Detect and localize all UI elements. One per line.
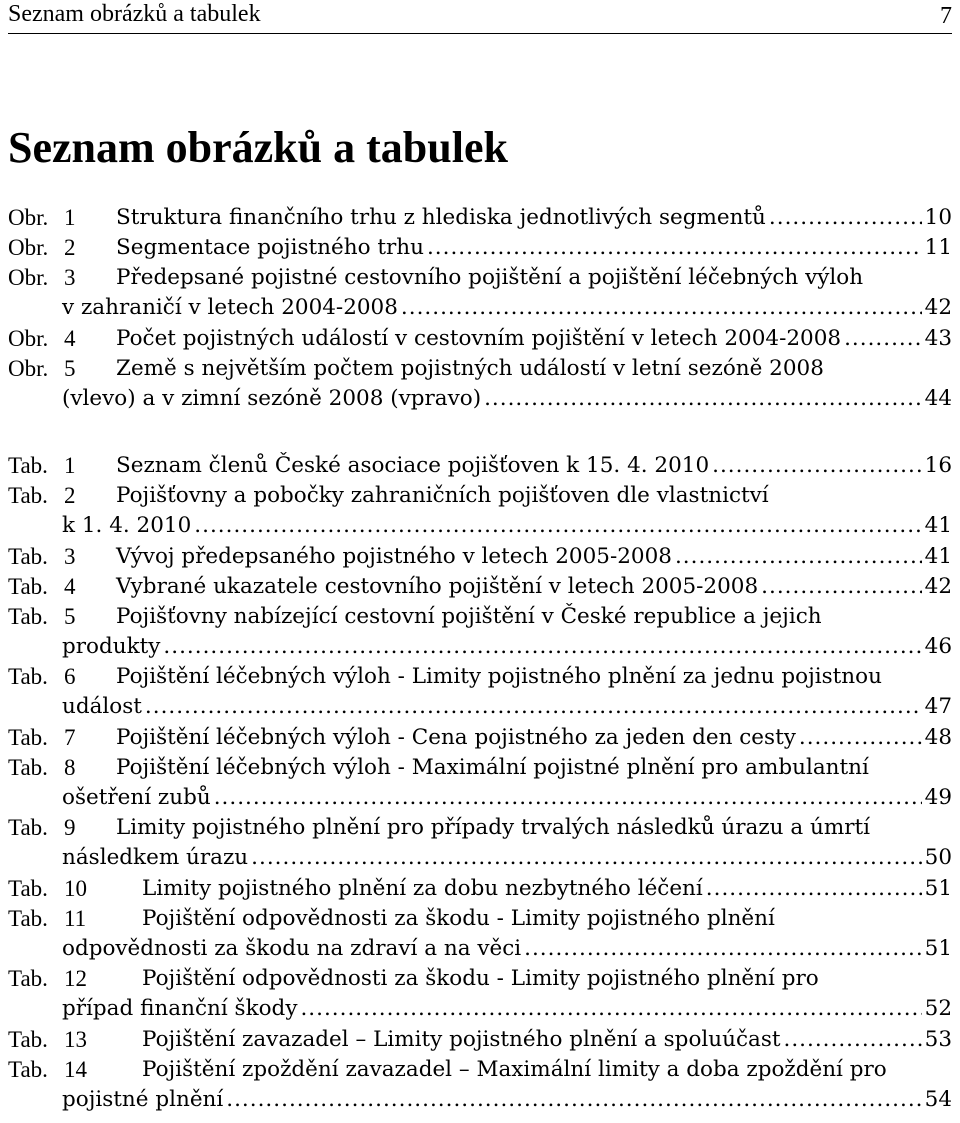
- entry-number: 2: [64, 483, 76, 509]
- entry-page-number: 47: [924, 694, 952, 720]
- entry-caption-line: Pojištění odpovědnosti za škodu - Limity pojistného plnění: [142, 906, 775, 931]
- entry-caption: [116, 324, 952, 354]
- entry-number: 2: [64, 235, 76, 261]
- entry-label: [8, 1055, 87, 1085]
- entry-kind: Obr.: [8, 205, 49, 230]
- dot-leader: [706, 874, 922, 904]
- entry-caption-line: k 1. 4. 2010: [62, 513, 192, 539]
- dot-leader: [799, 723, 922, 753]
- dot-leader: [712, 451, 922, 481]
- entry-page-number: 51: [924, 936, 952, 961]
- entry-page-number: 16: [924, 453, 952, 478]
- entry-caption: [62, 263, 952, 323]
- entry-kind: Tab.: [8, 483, 48, 509]
- entry-number: 1: [64, 205, 76, 230]
- dot-leader: [163, 632, 921, 662]
- entry-kind: Tab.: [8, 966, 48, 992]
- entry-label: [8, 723, 76, 753]
- entry-number: 3: [64, 265, 76, 291]
- entry-number: 12: [64, 966, 87, 992]
- entry-caption: [62, 662, 952, 722]
- running-header: [8, 0, 952, 34]
- dot-leader: [761, 572, 921, 602]
- entry-caption: [116, 723, 952, 753]
- table-entry[interactable]: [8, 813, 952, 873]
- table-entry[interactable]: [8, 964, 952, 1024]
- entry-page-number: 52: [924, 996, 952, 1022]
- entry-caption-line: Počet pojistných událostí v cestovním pojištění v letech 2004-2008: [116, 325, 842, 351]
- entry-caption-line: (vlevo) a v zimní sezóně 2008 (vpravo): [62, 386, 482, 411]
- entry-caption: [62, 813, 952, 873]
- entry-caption: [142, 1025, 952, 1055]
- table-entry[interactable]: [8, 723, 952, 753]
- entry-caption-line: Pojištění zavazadel – Limity pojistného plnění a spoluúčast: [142, 1026, 781, 1052]
- entry-kind: Tab.: [8, 755, 48, 780]
- entry-caption-line: následkem úrazu: [62, 845, 249, 871]
- entry-label: [8, 203, 76, 233]
- entry-page-number: 49: [924, 785, 952, 810]
- entry-label: [8, 904, 86, 934]
- entry-caption: [116, 572, 952, 602]
- entry-caption: [62, 354, 952, 414]
- table-entry[interactable]: [8, 602, 952, 662]
- entry-page-number: 42: [924, 295, 952, 321]
- table-entry[interactable]: [8, 1025, 952, 1055]
- entry-number: 9: [64, 815, 76, 841]
- entry-caption-line: odpovědnosti za škodu na zdraví a na věci: [62, 936, 522, 961]
- entry-label: [8, 874, 87, 904]
- entry-number: 7: [64, 724, 76, 750]
- entry-caption-line: Pojištění odpovědnosti za škodu - Limity pojistného plnění pro: [142, 966, 819, 992]
- entry-label: [8, 662, 76, 692]
- entry-caption-line: Předepsané pojistné cestovního pojištění a pojištění léčebných výloh: [116, 265, 864, 291]
- entry-caption-line: Pojištění léčebných výloh - Cena pojistného za jeden den cesty: [116, 724, 796, 750]
- entry-page-number: 41: [924, 543, 952, 569]
- entry-caption: [116, 542, 952, 572]
- dot-leader: [226, 1085, 921, 1115]
- entry-label: [8, 572, 76, 602]
- entry-number: 4: [64, 325, 76, 351]
- entry-label: [8, 263, 76, 293]
- entry-kind: Obr.: [8, 356, 49, 381]
- dot-leader: [784, 1025, 922, 1055]
- entry-label: [8, 542, 76, 572]
- entry-caption-line: Pojišťovny nabízející cestovní pojištění v České republice a jejich: [116, 604, 822, 629]
- entry-caption-line: Segmentace pojistného trhu: [116, 235, 424, 261]
- entry-caption-line: Limity pojistného plnění pro případy trvalých následků úrazu a úmrtí: [116, 815, 871, 841]
- dot-leader: [769, 203, 922, 233]
- entry-page-number: 54: [924, 1087, 952, 1112]
- entry-label: [8, 1025, 87, 1055]
- dot-leader: [300, 994, 921, 1024]
- entry-page-number: 42: [924, 573, 952, 599]
- entry-page-number: 51: [924, 875, 952, 901]
- entry-caption-line: produkty: [62, 634, 161, 659]
- entry-caption: [116, 203, 952, 233]
- entry-label: [8, 451, 76, 481]
- entry-number: 1: [64, 453, 76, 478]
- entry-kind: Obr.: [8, 265, 49, 291]
- entry-label: [8, 354, 76, 384]
- entry-number: 3: [64, 543, 76, 569]
- table-entry[interactable]: [8, 753, 952, 813]
- dot-leader: [524, 934, 922, 964]
- entry-caption: [62, 602, 952, 662]
- running-header-title: Seznam obrázků a tabulek: [8, 1, 261, 27]
- dot-leader: [214, 783, 922, 813]
- table-entry[interactable]: [8, 904, 952, 964]
- entry-number: 11: [64, 906, 87, 931]
- entry-caption-line: událost: [62, 694, 142, 720]
- entry-label: [8, 813, 76, 843]
- entry-number: 10: [64, 875, 87, 901]
- entry-label: [8, 964, 87, 994]
- figure-entry[interactable]: [8, 324, 952, 354]
- entry-kind: Tab.: [8, 664, 48, 690]
- entry-kind: Tab.: [8, 1026, 48, 1052]
- entry-caption-line: Limity pojistného plnění za dobu nezbytného léčení: [142, 875, 703, 901]
- entry-caption-line: Země s největším počtem pojistných událostí v letní sezóně 2008: [116, 356, 824, 381]
- entry-label: [8, 233, 76, 263]
- entry-page-number: 41: [924, 513, 952, 539]
- dot-leader: [844, 324, 922, 354]
- table-entry[interactable]: [8, 572, 952, 602]
- entry-kind: Tab.: [8, 543, 48, 569]
- table-entry[interactable]: [8, 481, 952, 541]
- entry-caption: [142, 874, 952, 904]
- entry-caption-line: Pojištění zpoždění zavazadel – Maximální limity a doba zpoždění pro: [142, 1057, 887, 1082]
- entry-kind: Tab.: [8, 1057, 48, 1082]
- figure-entry[interactable]: [8, 203, 952, 233]
- entry-caption-line: pojistné plnění: [62, 1087, 224, 1112]
- entry-page-number: 10: [924, 205, 952, 230]
- dot-leader: [145, 692, 922, 722]
- entry-page-number: 11: [924, 235, 952, 261]
- entry-page-number: 46: [924, 634, 952, 659]
- dot-leader: [427, 233, 922, 263]
- entry-kind: Obr.: [8, 325, 49, 351]
- entry-caption-line: ošetření zubů: [62, 785, 211, 810]
- entry-label: [8, 481, 76, 511]
- entry-caption: [116, 233, 952, 263]
- page-title: Seznam obrázků a tabulek: [8, 123, 508, 172]
- dot-leader: [675, 542, 922, 572]
- entry-caption-line: Pojištění léčebných výloh - Maximální pojistné plnění pro ambulantní: [116, 755, 869, 780]
- entry-caption: [62, 481, 952, 541]
- table-entry[interactable]: [8, 1055, 952, 1115]
- entry-caption-line: Seznam členů České asociace pojišťoven k 15. 4. 2010: [116, 453, 710, 478]
- entry-caption-line: Pojišťovny a pobočky zahraničních pojišťoven dle vlastnictví: [116, 483, 769, 509]
- figure-entry[interactable]: [8, 233, 952, 263]
- entry-page-number: 43: [924, 325, 952, 351]
- entry-number: 4: [64, 573, 76, 599]
- table-entry[interactable]: [8, 542, 952, 572]
- entry-caption: [116, 451, 952, 481]
- table-entry[interactable]: [8, 451, 952, 481]
- entry-page-number: 44: [924, 386, 952, 411]
- entry-kind: Tab.: [8, 453, 48, 478]
- entry-number: 5: [64, 604, 76, 629]
- entry-label: [8, 324, 76, 354]
- entry-number: 13: [64, 1026, 87, 1052]
- entry-kind: Tab.: [8, 573, 48, 599]
- entry-caption-line: Struktura finančního trhu z hlediska jednotlivých segmentů: [116, 205, 766, 230]
- entry-kind: Obr.: [8, 235, 49, 261]
- entry-caption-line: Vybrané ukazatele cestovního pojištění v letech 2005-2008: [116, 573, 759, 599]
- dot-leader: [194, 511, 921, 541]
- entry-number: 6: [64, 664, 76, 690]
- entry-kind: Tab.: [8, 906, 48, 931]
- entry-label: [8, 753, 76, 783]
- dot-leader: [401, 293, 922, 323]
- table-entry[interactable]: [8, 662, 952, 722]
- entry-caption-line: Vývoj předepsaného pojistného v letech 2005-2008: [116, 543, 672, 569]
- entry-number: 14: [64, 1057, 87, 1082]
- entry-page-number: 50: [924, 845, 952, 871]
- page-number: 7: [940, 3, 952, 29]
- entry-number: 5: [64, 356, 76, 381]
- entry-caption-line: Pojištění léčebných výloh - Limity pojistného plnění za jednu pojistnou: [116, 664, 882, 690]
- entry-kind: Tab.: [8, 604, 48, 629]
- entry-caption-line: případ finanční škody: [62, 996, 298, 1022]
- figure-entry[interactable]: [8, 263, 952, 323]
- entry-kind: Tab.: [8, 815, 48, 841]
- entry-page-number: 48: [924, 724, 952, 750]
- entry-caption: [62, 753, 952, 813]
- dot-leader: [251, 843, 921, 873]
- entry-kind: Tab.: [8, 875, 48, 901]
- entry-label: [8, 602, 76, 632]
- table-entry[interactable]: [8, 874, 952, 904]
- entry-kind: Tab.: [8, 724, 48, 750]
- entry-caption-line: v zahraničí v letech 2004-2008: [62, 295, 398, 321]
- entry-page-number: 53: [924, 1026, 952, 1052]
- entry-number: 8: [64, 755, 76, 780]
- figure-entry[interactable]: [8, 354, 952, 414]
- dot-leader: [484, 384, 922, 414]
